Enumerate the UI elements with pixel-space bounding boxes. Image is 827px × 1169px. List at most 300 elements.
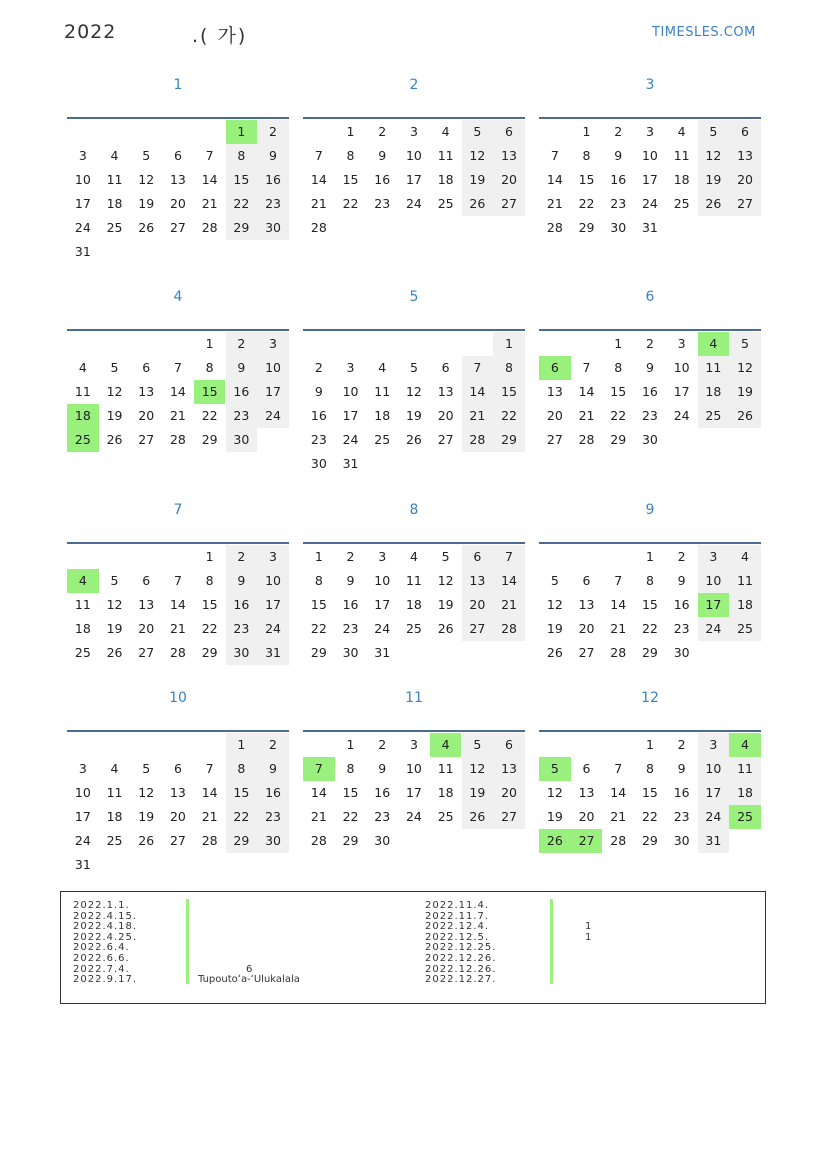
day-cell: 11	[374, 384, 391, 399]
day-cell: 22	[226, 192, 258, 216]
day-cell: 8	[205, 360, 214, 375]
day-cell: 25	[405, 621, 422, 636]
day-cell: 20	[729, 168, 761, 192]
day-cell: 23	[310, 432, 327, 447]
day-cell: 22	[201, 621, 218, 636]
day-cell: 14	[169, 597, 186, 612]
day-cell: 16	[374, 785, 391, 800]
day-cell: 3	[409, 737, 418, 752]
day-cell: 4	[409, 549, 418, 564]
day-cell: 17	[641, 172, 658, 187]
day-cell: 16	[342, 597, 359, 612]
day-cell: 24	[257, 617, 289, 641]
day-cell: 5	[698, 120, 730, 144]
day-cell: 3	[645, 124, 654, 139]
day-cell: 20	[169, 809, 186, 824]
day-cell: 17	[74, 196, 91, 211]
legend-date: 2022.11.7.	[425, 910, 490, 922]
month-divider	[539, 117, 761, 119]
day-cell: 21	[578, 408, 595, 423]
day-cell: 22	[342, 809, 359, 824]
day-cell: 5	[441, 549, 450, 564]
day-cell: 10	[641, 148, 658, 163]
day-cell: 8	[346, 148, 355, 163]
day-cell: 14	[578, 384, 595, 399]
day-cell: 5	[142, 761, 151, 776]
day-cell: 8	[645, 573, 654, 588]
month-divider	[67, 117, 289, 119]
day-cell: 24	[405, 809, 422, 824]
day-cell: 6	[493, 120, 525, 144]
day-cell: 15	[226, 781, 258, 805]
day-cell: 21	[169, 408, 186, 423]
brand-link[interactable]: TIMESLES.COM	[652, 25, 756, 40]
day-cell: 13	[437, 384, 454, 399]
day-cell: 26	[462, 192, 494, 216]
day-cell: 28	[610, 645, 627, 660]
day-cell: 5	[729, 332, 761, 356]
day-cell: 31	[257, 641, 289, 665]
month-block	[67, 70, 289, 262]
day-cell: 30	[310, 456, 327, 471]
holiday-day-cell: 25	[729, 805, 761, 829]
month-divider	[539, 730, 761, 732]
holiday-day-cell: 6	[539, 356, 571, 380]
legend-date: 2022.4.25.	[73, 931, 138, 943]
day-cell: 4	[78, 360, 87, 375]
holiday-day-cell: 4	[430, 733, 462, 757]
day-cell: 16	[226, 380, 258, 404]
day-cell: 14	[169, 384, 186, 399]
day-cell: 19	[106, 621, 123, 636]
day-cell: 11	[673, 148, 690, 163]
holiday-day-cell: 17	[698, 593, 730, 617]
day-cell: 19	[138, 809, 155, 824]
day-cell: 3	[257, 545, 289, 569]
day-cell: 1	[645, 737, 654, 752]
day-cell: 22	[201, 408, 218, 423]
day-cell: 18	[405, 597, 422, 612]
day-cell: 22	[226, 805, 258, 829]
legend-date: 2022.9.17.	[73, 974, 138, 986]
day-cell: 15	[310, 597, 327, 612]
page-year: 2022	[64, 21, 117, 43]
day-cell: 17	[698, 781, 730, 805]
day-cell: 9	[645, 360, 654, 375]
day-cell: 17	[673, 384, 690, 399]
day-cell: 10	[698, 757, 730, 781]
holiday-day-cell: 27	[571, 829, 603, 853]
day-cell: 15	[641, 597, 658, 612]
day-cell: 16	[673, 597, 690, 612]
day-cell: 30	[641, 432, 658, 447]
day-cell: 21	[610, 809, 627, 824]
day-cell: 6	[462, 545, 494, 569]
legend-date: 2022.12.25.	[425, 942, 497, 954]
day-cell: 28	[201, 220, 218, 235]
month-block	[303, 70, 525, 262]
day-cell: 30	[610, 220, 627, 235]
day-cell: 8	[226, 757, 258, 781]
day-cell: 23	[257, 805, 289, 829]
day-cell: 15	[578, 172, 595, 187]
day-cell: 12	[462, 144, 494, 168]
day-cell: 17	[342, 408, 359, 423]
day-cell: 2	[314, 360, 323, 375]
legend-date: 2022.12.4.	[425, 921, 490, 933]
day-cell: 26	[698, 192, 730, 216]
day-cell: 27	[493, 805, 525, 829]
day-cell: 12	[546, 597, 563, 612]
day-cell: 13	[138, 384, 155, 399]
day-cell: 26	[405, 432, 422, 447]
day-cell: 17	[257, 593, 289, 617]
month-block	[303, 683, 525, 875]
day-cell: 1	[493, 332, 525, 356]
holiday-legend	[60, 891, 766, 1004]
day-cell: 12	[138, 785, 155, 800]
day-cell: 30	[374, 833, 391, 848]
day-cell: 29	[342, 833, 359, 848]
day-cell: 2	[257, 733, 289, 757]
holiday-day-cell: 18	[67, 404, 99, 428]
month-block	[67, 282, 289, 474]
day-cell: 29	[641, 645, 658, 660]
day-cell: 1	[614, 336, 623, 351]
day-cell: 20	[138, 408, 155, 423]
day-cell: 1	[346, 124, 355, 139]
month-divider	[539, 329, 761, 331]
day-cell: 20	[578, 621, 595, 636]
month-title: 4	[173, 289, 183, 305]
day-cell: 15	[342, 785, 359, 800]
day-cell: 5	[462, 733, 494, 757]
month-title: 12	[641, 690, 659, 706]
month-block	[303, 495, 525, 687]
day-cell: 2	[346, 549, 355, 564]
day-cell: 9	[614, 148, 623, 163]
day-cell: 29	[641, 833, 658, 848]
day-cell: 27	[546, 432, 563, 447]
day-cell: 29	[226, 829, 258, 853]
day-cell: 7	[205, 148, 214, 163]
day-cell: 14	[610, 785, 627, 800]
day-cell: 11	[729, 757, 761, 781]
day-cell: 25	[374, 432, 391, 447]
legend-holiday-name: 1	[585, 931, 592, 943]
day-cell: 13	[169, 785, 186, 800]
day-cell: 4	[110, 148, 119, 163]
day-cell: 9	[226, 569, 258, 593]
month-block	[539, 683, 761, 875]
day-cell: 7	[173, 573, 182, 588]
day-cell: 16	[310, 408, 327, 423]
holiday-day-cell: 5	[539, 757, 571, 781]
day-cell: 10	[257, 356, 289, 380]
day-cell: 2	[378, 124, 387, 139]
day-cell: 26	[437, 621, 454, 636]
day-cell: 21	[310, 809, 327, 824]
day-cell: 7	[173, 360, 182, 375]
legend-date: 2022.12.5.	[425, 931, 490, 943]
day-cell: 10	[673, 360, 690, 375]
day-cell: 28	[201, 833, 218, 848]
month-block	[303, 282, 525, 474]
day-cell: 18	[437, 172, 454, 187]
day-cell: 11	[106, 785, 123, 800]
day-cell: 19	[546, 809, 563, 824]
day-cell: 1	[205, 336, 214, 351]
day-cell: 9	[257, 757, 289, 781]
day-cell: 9	[378, 148, 387, 163]
day-cell: 7	[493, 545, 525, 569]
day-cell: 26	[138, 220, 155, 235]
day-cell: 13	[729, 144, 761, 168]
day-cell: 4	[729, 545, 761, 569]
day-cell: 25	[106, 220, 123, 235]
month-block	[539, 282, 761, 474]
day-cell: 20	[462, 593, 494, 617]
day-cell: 5	[142, 148, 151, 163]
day-cell: 7	[582, 360, 591, 375]
day-cell: 27	[138, 432, 155, 447]
day-cell: 10	[405, 148, 422, 163]
legend-holiday-name: 1	[585, 921, 592, 933]
day-cell: 1	[205, 549, 214, 564]
legend-date: 2022.11.4.	[425, 900, 490, 911]
day-cell: 30	[226, 428, 258, 452]
day-cell: 22	[610, 408, 627, 423]
day-cell: 27	[578, 645, 595, 660]
day-cell: 14	[462, 380, 494, 404]
day-cell: 31	[74, 244, 91, 259]
legend-date: 2022.12.27.	[425, 974, 497, 986]
legend-color-bar	[186, 899, 189, 984]
day-cell: 4	[441, 124, 450, 139]
month-divider	[303, 730, 525, 732]
day-cell: 13	[493, 757, 525, 781]
month-block	[67, 495, 289, 687]
day-cell: 17	[374, 597, 391, 612]
day-cell: 5	[110, 360, 119, 375]
day-cell: 27	[138, 645, 155, 660]
day-cell: 31	[698, 829, 730, 853]
day-cell: 10	[74, 172, 91, 187]
day-cell: 28	[610, 833, 627, 848]
legend-date: 2022.6.4.	[73, 942, 130, 954]
day-cell: 3	[257, 332, 289, 356]
day-cell: 9	[346, 573, 355, 588]
day-cell: 9	[677, 573, 686, 588]
day-cell: 4	[378, 360, 387, 375]
day-cell: 27	[437, 432, 454, 447]
day-cell: 9	[378, 761, 387, 776]
day-cell: 4	[110, 761, 119, 776]
day-cell: 17	[74, 809, 91, 824]
day-cell: 14	[610, 597, 627, 612]
day-cell: 12	[698, 144, 730, 168]
day-cell: 24	[257, 404, 289, 428]
day-cell: 17	[405, 172, 422, 187]
day-cell: 9	[314, 384, 323, 399]
day-cell: 11	[729, 569, 761, 593]
day-cell: 23	[641, 408, 658, 423]
day-cell: 19	[729, 380, 761, 404]
day-cell: 20	[493, 168, 525, 192]
day-cell: 25	[437, 196, 454, 211]
day-cell: 23	[342, 621, 359, 636]
month-title: 8	[409, 502, 419, 518]
day-cell: 1	[582, 124, 591, 139]
day-cell: 14	[493, 569, 525, 593]
day-cell: 25	[729, 617, 761, 641]
day-cell: 11	[106, 172, 123, 187]
day-cell: 6	[173, 761, 182, 776]
day-cell: 24	[641, 196, 658, 211]
day-cell: 18	[437, 785, 454, 800]
day-cell: 29	[493, 428, 525, 452]
day-cell: 10	[257, 569, 289, 593]
legend-color-bar	[550, 899, 553, 984]
day-cell: 7	[314, 148, 323, 163]
day-cell: 20	[493, 781, 525, 805]
month-title: 6	[645, 289, 655, 305]
day-cell: 26	[106, 432, 123, 447]
day-cell: 8	[582, 148, 591, 163]
day-cell: 14	[201, 172, 218, 187]
day-cell: 9	[257, 144, 289, 168]
day-cell: 7	[462, 356, 494, 380]
day-cell: 27	[493, 192, 525, 216]
month-block	[539, 495, 761, 687]
day-cell: 30	[673, 833, 690, 848]
day-cell: 7	[550, 148, 559, 163]
legend-date: 2022.12.26.	[425, 963, 497, 975]
month-block	[539, 70, 761, 262]
day-cell: 20	[546, 408, 563, 423]
day-cell: 23	[226, 617, 258, 641]
day-cell: 24	[342, 432, 359, 447]
day-cell: 25	[698, 404, 730, 428]
month-divider	[67, 329, 289, 331]
day-cell: 31	[342, 456, 359, 471]
day-cell: 19	[405, 408, 422, 423]
day-cell: 8	[314, 573, 323, 588]
day-cell: 21	[493, 593, 525, 617]
day-cell: 29	[310, 645, 327, 660]
day-cell: 23	[226, 404, 258, 428]
day-cell: 2	[677, 737, 686, 752]
day-cell: 29	[578, 220, 595, 235]
day-cell: 26	[729, 404, 761, 428]
day-cell: 21	[201, 809, 218, 824]
day-cell: 28	[169, 645, 186, 660]
legend-date: 2022.4.18.	[73, 921, 138, 933]
day-cell: 25	[437, 809, 454, 824]
day-cell: 11	[405, 573, 422, 588]
day-cell: 16	[257, 168, 289, 192]
day-cell: 13	[138, 597, 155, 612]
day-cell: 20	[437, 408, 454, 423]
day-cell: 15	[641, 785, 658, 800]
day-cell: 11	[698, 356, 730, 380]
day-cell: 8	[205, 573, 214, 588]
day-cell: 19	[462, 781, 494, 805]
day-cell: 3	[677, 336, 686, 351]
day-cell: 6	[173, 148, 182, 163]
day-cell: 16	[610, 172, 627, 187]
day-cell: 30	[342, 645, 359, 660]
day-cell: 28	[310, 220, 327, 235]
day-cell: 1	[346, 737, 355, 752]
day-cell: 13	[169, 172, 186, 187]
legend-holiday-name: Tupoutoʻa-ʻUlukalala	[198, 974, 300, 986]
day-cell: 3	[409, 124, 418, 139]
day-cell: 31	[374, 645, 391, 660]
day-cell: 26	[546, 645, 563, 660]
day-cell: 23	[257, 192, 289, 216]
day-cell: 18	[106, 196, 123, 211]
legend-date: 2022.1.1.	[73, 900, 130, 911]
day-cell: 28	[310, 833, 327, 848]
day-cell: 3	[698, 545, 730, 569]
day-cell: 14	[201, 785, 218, 800]
day-cell: 3	[78, 148, 87, 163]
day-cell: 9	[226, 356, 258, 380]
day-cell: 21	[201, 196, 218, 211]
day-cell: 16	[257, 781, 289, 805]
day-cell: 22	[310, 621, 327, 636]
day-cell: 18	[729, 593, 761, 617]
day-cell: 17	[405, 785, 422, 800]
day-cell: 27	[169, 833, 186, 848]
day-cell: 23	[374, 809, 391, 824]
month-block	[67, 683, 289, 875]
day-cell: 16	[673, 785, 690, 800]
day-cell: 24	[698, 805, 730, 829]
day-cell: 30	[257, 216, 289, 240]
day-cell: 2	[677, 549, 686, 564]
day-cell: 13	[578, 597, 595, 612]
day-cell: 31	[74, 857, 91, 872]
day-cell: 12	[546, 785, 563, 800]
day-cell: 23	[673, 809, 690, 824]
day-cell: 6	[142, 573, 151, 588]
day-cell: 21	[169, 621, 186, 636]
day-cell: 19	[437, 597, 454, 612]
month-divider	[303, 542, 525, 544]
day-cell: 18	[698, 380, 730, 404]
month-title: 11	[405, 690, 423, 706]
day-cell: 24	[673, 408, 690, 423]
day-cell: 31	[641, 220, 658, 235]
legend-holiday-name: 6	[246, 963, 253, 975]
day-cell: 26	[138, 833, 155, 848]
day-cell: 12	[106, 597, 123, 612]
day-cell: 15	[610, 384, 627, 399]
day-cell: 26	[106, 645, 123, 660]
day-cell: 11	[437, 148, 454, 163]
day-cell: 24	[698, 617, 730, 641]
day-cell: 2	[226, 332, 258, 356]
day-cell: 23	[673, 621, 690, 636]
day-cell: 6	[582, 761, 591, 776]
holiday-day-cell: 7	[303, 757, 335, 781]
month-title: 9	[645, 502, 655, 518]
day-cell: 13	[578, 785, 595, 800]
day-cell: 10	[405, 761, 422, 776]
day-cell: 3	[78, 761, 87, 776]
